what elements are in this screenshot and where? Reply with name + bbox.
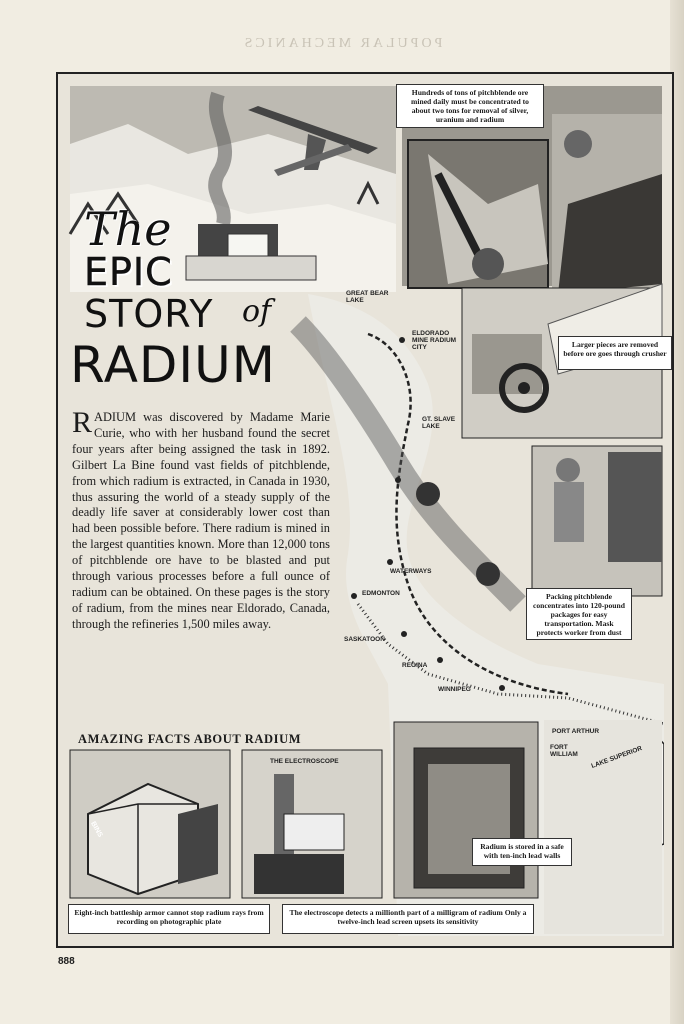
caption-electroscope: The electroscope detects a millionth part of a milligram of radium Only a twelve-inch lead screen upsets its sensitivity [282,904,534,934]
label-edmonton: EDMONTON [362,590,400,597]
label-eldorado: ELDORADO MINE RADIUM CITY [412,330,457,351]
page-number: 888 [58,956,75,967]
title-of: of [242,294,272,329]
caption-crusher: Larger pieces are removed before ore goes through crusher [558,336,672,370]
label-waterways: WATERWAYS [390,568,432,575]
bleed-through-header: POPULAR MECHANICS [241,36,443,51]
label-saskatoon: SASKATOON [344,636,385,643]
label-great-slave-lake: GT. SLAVE LAKE [422,416,456,430]
label-winnipeg: WINNIPEG [438,686,471,693]
caption-armor: Eight-inch battleship armor cannot stop radium rays from recording on photographic plate [68,904,270,934]
title-epic: EPIC [84,250,173,294]
label-regina: REGINA [402,662,428,669]
title-radium: RADIUM [70,336,276,394]
label-port-arthur: PORT ARTHUR [552,728,600,735]
packing-scene [532,446,662,596]
facts-heading: AMAZING FACTS ABOUT RADIUM [78,732,302,746]
caption-safe: Radium is stored in a safe with ten-inch lead walls [472,838,572,866]
article-body [72,406,330,633]
label-great-bear-lake: GREAT BEAR LAKE [346,290,389,304]
drop-cap: R [72,406,93,439]
title-story: STORY [84,292,214,336]
electroscope-label: THE ELECTROSCOPE [270,758,339,765]
caption-packing: Packing pitchblende concentrates into 120-pound packages for easy transportation. Mask protects worker from dust [526,588,632,640]
label-lake-superior: LAKE SUPERIOR [590,745,644,770]
bins-label: BINS [89,820,104,839]
title-the: The [84,202,172,256]
label-fort-william: FORT WILLIAM [550,744,578,758]
article-frame [56,72,674,948]
article-body-text: ADIUM was discovered by Madame Marie Curie, who with her husband found the secret four years after being assigned the task in 1892. Gilbert La Bine found vast fields of pitchblende, from which radium is extracted, in Canada in 1930, thus assuring the world of a steady supply of the deadly life saver at considerably lower cost than had been possible before. There radium is mined in the largest quantities known. More than 12,000 tons of pitchblende ore have to be blasted and put through various processes before a full ounce of radium can be obtained. On these pages is the story of radium, from the mines near Eldorado, Canada, through the refineries 1,500 miles away. [72,410,330,631]
caption-pitchblende: Hundreds of tons of pitchblende ore mined daily must be concentrated to about two tons for removal of silver, uranium and radium [396,84,544,128]
